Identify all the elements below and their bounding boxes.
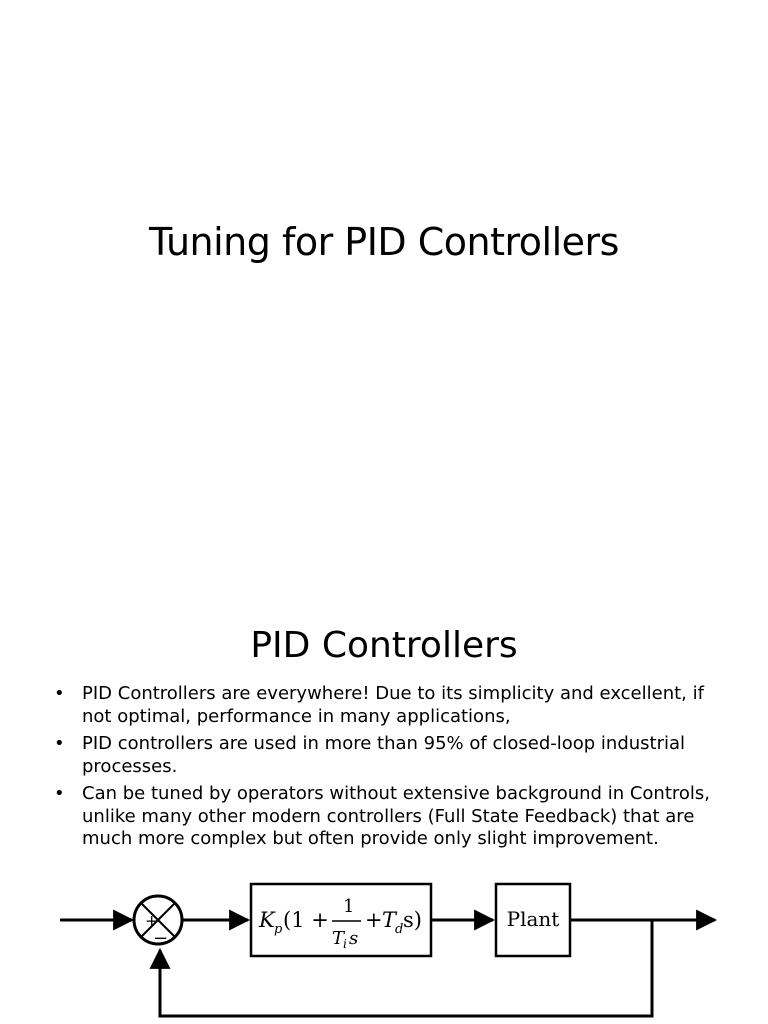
bullet-dot-icon: • <box>54 783 65 804</box>
controller-p: p <box>274 922 283 937</box>
controller-block <box>251 884 431 956</box>
controller-td: T <box>382 908 397 932</box>
controller-i: i <box>343 937 347 951</box>
plus-sign: + <box>145 911 159 930</box>
bullet-text: Can be tuned by operators without extensive background in Controls, unlike many other modern controllers (Full State Feedback) that are much more complex but often provide only slight improvement. <box>82 783 711 849</box>
controller-plus: + <box>365 908 383 932</box>
bullet-text: PID Controllers are everywhere! Due to its simplicity and excellent, if not optimal, performance in many applications, <box>82 683 704 727</box>
slide-title: PID Controllers <box>250 625 518 666</box>
bullet-dot-icon: • <box>54 733 65 754</box>
controller-d: d <box>395 922 404 937</box>
plant-block <box>496 884 570 956</box>
bullet-item <box>48 783 738 851</box>
bullet-item <box>48 733 738 778</box>
bullet-dot-icon: • <box>54 683 65 704</box>
controller-s: s <box>349 928 359 949</box>
bullet-list <box>48 683 738 856</box>
plant-label: Plant <box>506 907 560 931</box>
controller-k: K <box>259 908 275 932</box>
bullet-text: PID controllers are used in more than 95% of closed-loop industrial processes. <box>82 733 686 777</box>
controller-close: s) <box>403 908 422 932</box>
minus-sign: − <box>153 928 169 949</box>
bullet-item <box>48 683 738 728</box>
summing-junction <box>134 896 182 949</box>
controller-open: (1 + <box>283 908 329 932</box>
controller-numerator: 1 <box>343 896 355 917</box>
controller-t: T <box>332 928 345 949</box>
pid-block-diagram <box>60 876 720 1024</box>
slide-title: Tuning for PID Controllers <box>149 220 619 264</box>
slide-2 <box>0 576 768 1024</box>
